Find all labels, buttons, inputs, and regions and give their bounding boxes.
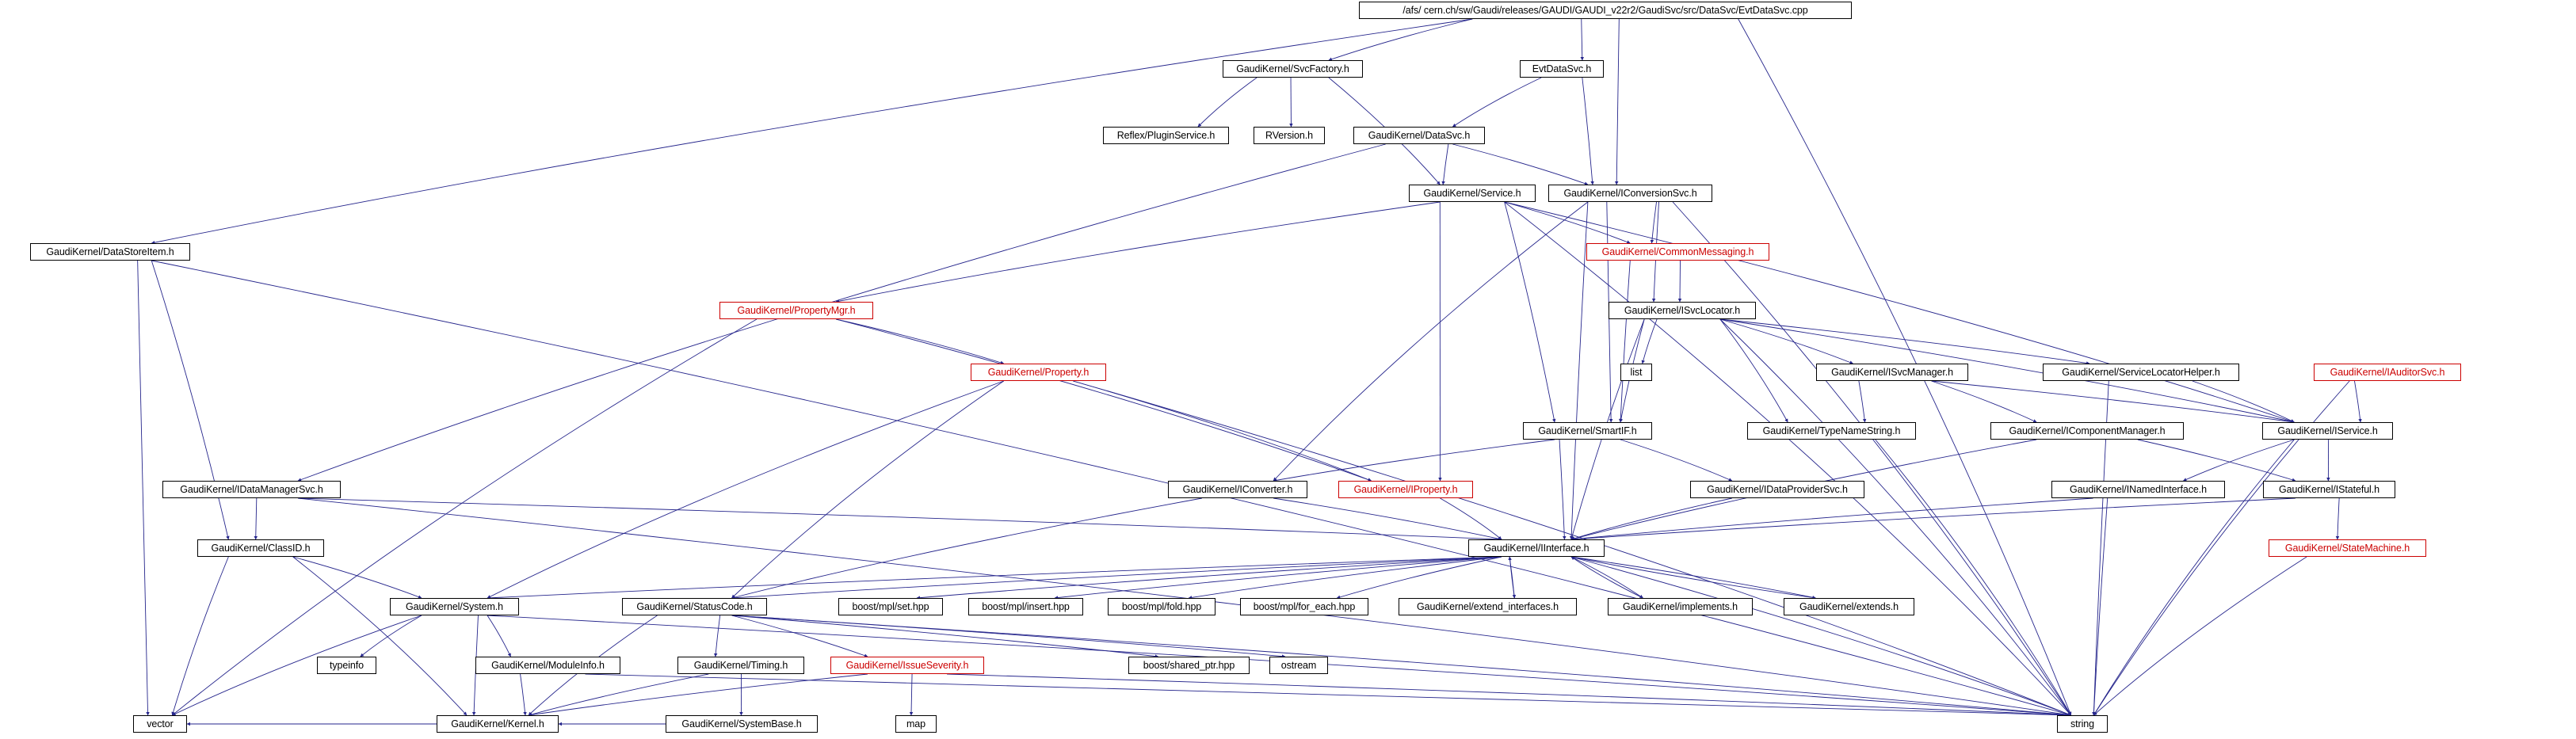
graph-node-root[interactable]: /afs/ cern.ch/sw/Gaudi/releases/GAUDI/GAUDI_v22r2/GaudiSvc/src/DataSvc/EvtDataSvc.cpp (1359, 2, 1852, 19)
graph-node-boostforeach[interactable]: boost/mpl/for_each.hpp (1240, 598, 1368, 615)
graph-node-extendinterfaces[interactable]: GaudiKernel/extend_interfaces.h (1399, 598, 1577, 615)
graph-node-vector[interactable]: vector (133, 715, 187, 733)
graph-node-datastoreitem[interactable]: GaudiKernel/DataStoreItem.h (30, 243, 190, 261)
graph-node-iconversionsvc[interactable]: GaudiKernel/IConversionSvc.h (1548, 185, 1712, 202)
graph-node-map[interactable]: map (895, 715, 937, 733)
graph-node-iservice[interactable]: GaudiKernel/IService.h (2262, 422, 2393, 440)
graph-node-rversion[interactable]: RVersion.h (1254, 127, 1325, 144)
graph-node-classid[interactable]: GaudiKernel/ClassID.h (197, 539, 324, 557)
graph-node-servicelocatorhelper[interactable]: GaudiKernel/ServiceLocatorHelper.h (2043, 364, 2239, 381)
graph-node-service[interactable]: GaudiKernel/Service.h (1409, 185, 1536, 202)
graph-node-svcfactory[interactable]: GaudiKernel/SvcFactory.h (1223, 60, 1363, 78)
graph-node-kernel[interactable]: GaudiKernel/Kernel.h (437, 715, 559, 733)
graph-node-boostinsert[interactable]: boost/mpl/insert.hpp (968, 598, 1083, 615)
graph-node-ostream[interactable]: ostream (1269, 657, 1328, 674)
graph-node-istateful[interactable]: GaudiKernel/IStateful.h (2263, 481, 2395, 498)
graph-node-property[interactable]: GaudiKernel/Property.h (971, 364, 1106, 381)
graph-node-timing[interactable]: GaudiKernel/Timing.h (677, 657, 804, 674)
graph-node-issueseverity[interactable]: GaudiKernel/IssueSeverity.h (830, 657, 984, 674)
graph-node-icomponentmanager[interactable]: GaudiKernel/IComponentManager.h (1990, 422, 2184, 440)
graph-node-idataprovidersvc[interactable]: GaudiKernel/IDataProviderSvc.h (1690, 481, 1864, 498)
graph-node-isvcmanager[interactable]: GaudiKernel/ISvcManager.h (1816, 364, 1968, 381)
graph-node-evtdatasvc[interactable]: EvtDataSvc.h (1520, 60, 1604, 78)
graph-node-iauditorsvc[interactable]: GaudiKernel/IAuditorSvc.h (2314, 364, 2461, 381)
graph-node-datasvc[interactable]: GaudiKernel/DataSvc.h (1353, 127, 1485, 144)
graph-node-statemachine[interactable]: GaudiKernel/StateMachine.h (2269, 539, 2426, 557)
graph-node-reflex[interactable]: Reflex/PluginService.h (1103, 127, 1229, 144)
graph-node-namedinterface[interactable]: GaudiKernel/INamedInterface.h (2051, 481, 2225, 498)
graph-node-list[interactable]: list (1620, 364, 1652, 381)
graph-node-isvclocator[interactable]: GaudiKernel/ISvcLocator.h (1609, 302, 1756, 319)
graph-node-smartif[interactable]: GaudiKernel/SmartIF.h (1523, 422, 1652, 440)
graph-node-iconverter[interactable]: GaudiKernel/IConverter.h (1168, 481, 1307, 498)
graph-node-commonmessaging[interactable]: GaudiKernel/CommonMessaging.h (1586, 243, 1769, 261)
graph-node-extends[interactable]: GaudiKernel/extends.h (1784, 598, 1914, 615)
graph-node-boostshared[interactable]: boost/shared_ptr.hpp (1128, 657, 1250, 674)
graph-node-statuscode[interactable]: GaudiKernel/StatusCode.h (622, 598, 767, 615)
graph-node-propertymgr[interactable]: GaudiKernel/PropertyMgr.h (719, 302, 873, 319)
graph-node-string[interactable]: string (2057, 715, 2108, 733)
graph-node-iproperty[interactable]: GaudiKernel/IProperty.h (1338, 481, 1473, 498)
graph-node-boostfold[interactable]: boost/mpl/fold.hpp (1108, 598, 1215, 615)
graph-node-moduleinfo[interactable]: GaudiKernel/ModuleInfo.h (475, 657, 620, 674)
graph-node-typeinfo[interactable]: typeinfo (317, 657, 376, 674)
graph-node-typenamestring[interactable]: GaudiKernel/TypeNameString.h (1747, 422, 1916, 440)
graph-node-iinterface[interactable]: GaudiKernel/IInterface.h (1468, 539, 1605, 557)
graph-node-systembase[interactable]: GaudiKernel/SystemBase.h (666, 715, 818, 733)
graph-node-boostset[interactable]: boost/mpl/set.hpp (838, 598, 943, 615)
graph-node-implements[interactable]: GaudiKernel/implements.h (1608, 598, 1753, 615)
graph-node-system[interactable]: GaudiKernel/System.h (390, 598, 519, 615)
graph-node-idatamanagersvc[interactable]: GaudiKernel/IDataManagerSvc.h (162, 481, 341, 498)
